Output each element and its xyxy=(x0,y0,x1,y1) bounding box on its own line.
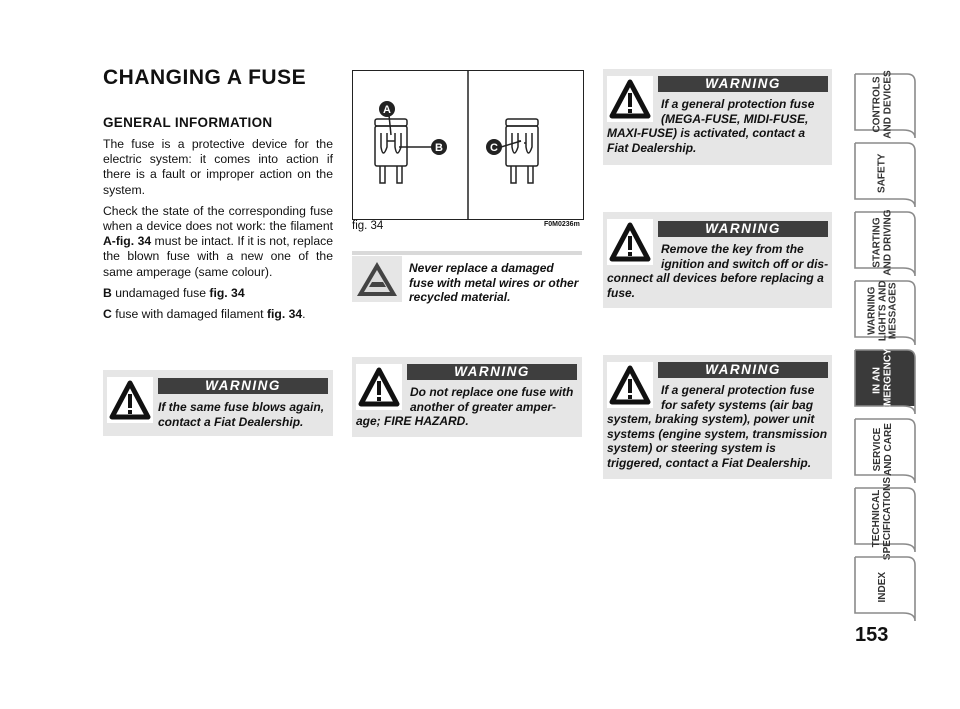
warning-text-first: If a general protection fuse for safety systems (air bag xyxy=(661,383,815,412)
warning-text-first: If a general protection fuse (MEGA-FUSE, MIDI-FUSE, xyxy=(661,97,815,126)
warning-text-rest: connect all devices before replacing a fuse. xyxy=(607,271,824,300)
warning-text xyxy=(607,97,829,155)
warning-box-mega-fuse xyxy=(603,69,832,165)
chapter-tab-label: SAFETY xyxy=(876,153,888,193)
warning-text xyxy=(356,385,578,429)
figure-caption: fig. 34 xyxy=(352,220,384,232)
item-c-text: fuse with damaged filament xyxy=(111,307,267,322)
item-b-fig: fig. 34 xyxy=(209,285,245,300)
chapter-tab[interactable] xyxy=(853,141,919,211)
callout-a: A xyxy=(383,104,391,116)
chapter-tab[interactable] xyxy=(853,279,919,349)
paragraph-1: The fuse is a protective device for the electric system: it comes into action if there is a fault or improper action on the system. xyxy=(103,137,333,197)
chapter-tab-label: STARTING AND DRIVING xyxy=(871,208,893,276)
page-title: CHANGING A FUSE xyxy=(103,66,307,89)
chapter-tab[interactable] xyxy=(853,69,919,142)
chapter-tab-label: WARNING LIGHTS AND MESSAGES xyxy=(866,280,899,342)
item-c-fig: fig. 34 xyxy=(266,307,303,322)
warning-box-remove-key xyxy=(603,212,832,308)
warning-triangle-icon xyxy=(107,377,153,423)
item-b xyxy=(103,286,333,301)
item-b-letter: B xyxy=(103,285,112,300)
chapter-tab-label: INDEX xyxy=(876,571,888,603)
warning-box-safety-systems xyxy=(603,355,832,479)
warning-text-rest: system, braking system), power unit systems (engine system, transmission system) or steering system is triggered, contact a Fiat Dealership. xyxy=(607,412,828,470)
warning-text-rest: MAXI-FUSE) is activated, contact a Fiat Dealership. xyxy=(607,126,806,155)
warning-text-first: Do not replace one fuse with another of greater amper- xyxy=(410,385,574,414)
divider xyxy=(352,251,582,255)
damaged-fuse xyxy=(506,119,538,183)
chapter-tab-label: IN AN EMERGENCY xyxy=(871,347,894,413)
chapter-tab[interactable] xyxy=(853,210,919,280)
item-c xyxy=(103,307,333,322)
page-number: 153 xyxy=(855,624,889,646)
fuse-illustration xyxy=(353,71,583,219)
fuse-figure xyxy=(352,70,584,220)
callout-b: B xyxy=(435,142,443,154)
chapter-tab[interactable] xyxy=(853,476,919,560)
warning-label: WARNING xyxy=(658,221,828,237)
warning-box-amperage xyxy=(352,357,582,437)
warning-text-first: Remove the key from the ignition and switch off or dis- xyxy=(661,242,829,271)
callout-c: C xyxy=(490,142,498,154)
item-c-letter: C xyxy=(103,307,112,322)
figure-reference: A-fig. 34 xyxy=(103,234,152,249)
warning-box-same-fuse xyxy=(103,370,333,436)
environment-icon xyxy=(352,256,402,302)
warning-label: WARNING xyxy=(658,76,828,92)
item-c-end: . xyxy=(302,307,306,322)
warning-text: If the same fuse blows again, contact a Fiat Dealership. xyxy=(158,400,325,429)
chapter-tab-label: SERVICE AND CARE xyxy=(871,422,893,476)
environment-note: Never replace a damaged fuse with metal wires or other recycled material. xyxy=(409,261,579,305)
chapter-tab[interactable] xyxy=(853,555,919,625)
warning-text xyxy=(607,242,829,300)
warning-text xyxy=(607,383,829,471)
paragraph-2 xyxy=(103,204,333,280)
chapter-tab-label: CONTROLS AND DEVICES xyxy=(871,69,894,139)
paragraph-2-text-end: must be intact. If it is not, replace the blown fuse with a new one of the same amperage (same colour). xyxy=(103,234,333,279)
warning-text-rest: age; FIRE HAZARD. xyxy=(356,414,469,429)
section-subtitle: GENERAL INFORMATION xyxy=(103,115,273,130)
item-b-text: undamaged fuse xyxy=(111,285,210,300)
warning-label: WARNING xyxy=(407,364,577,380)
paragraph-2-text: Check the state of the corresponding fuse when a device does not work: the filament xyxy=(103,203,333,234)
chapter-tab[interactable] xyxy=(853,348,919,418)
chapter-tab-label: TECHNICAL SPECIFICATIONS xyxy=(871,476,893,560)
body-text xyxy=(103,137,333,328)
warning-label: WARNING xyxy=(158,378,328,394)
figure-code: F0M0236m xyxy=(544,221,580,228)
warning-label: WARNING xyxy=(658,362,828,378)
